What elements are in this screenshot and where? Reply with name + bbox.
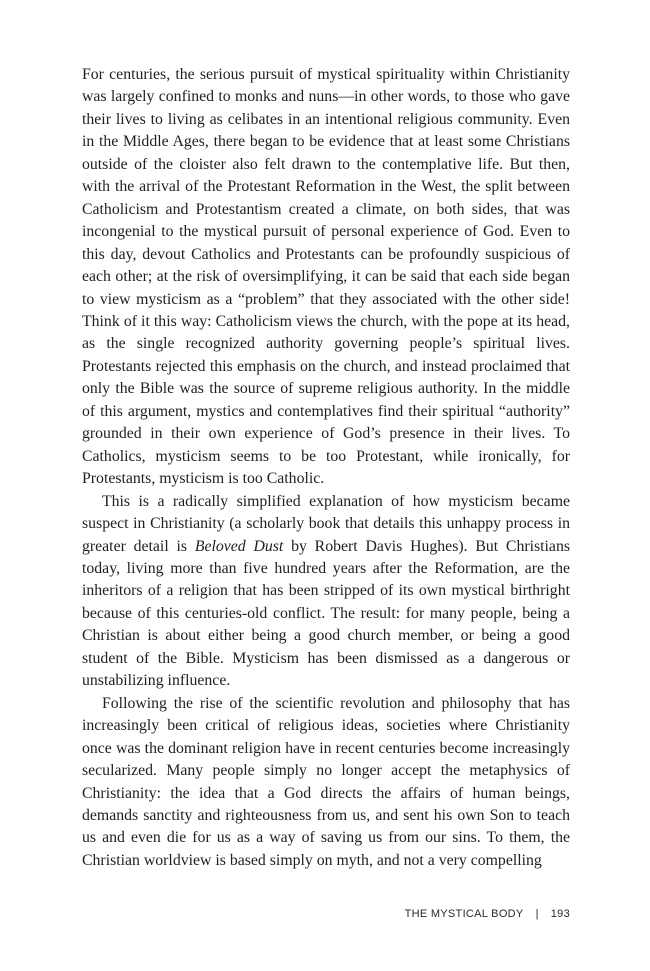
book-title-citation: Beloved Dust: [194, 537, 284, 555]
paragraph-2: [82, 491, 570, 693]
paragraph-3: Following the rise of the scientific revolution and philosophy that has increasingly been critical of religious ideas, societies where Christianity once was the dominant religion have in recent centuries become increasingly secularized. Many people simply no longer accept the metaphysics of Christianity: the idea that a God directs the affairs of human beings, demands sanctity and righteousness from us, and sent his own Son to teach us and even die for us as a way of saving us from our sins. To them, the Christian worldview is based simply on myth, and not a very compelling: [82, 694, 570, 869]
body-text: [82, 64, 570, 872]
paragraph-1: For centuries, the serious pursuit of mystical spirituality within Christianity was largely confined to monks and nuns—in other words, to those who gave their lives to living as celibates in an intentional religious community. Even in the Middle Ages, there began to be evidence that at least some Christians outside of the cloister also felt drawn to the contemplative life. But then, with the arrival of the Protestant Reformation in the West, the split between Catholicism and Protestantism created a climate, on both sides, that was incongenial to the mystical pursuit of personal experience of God. Even to this day, devout Catholics and Protestants can be profoundly suspicious of each other; at the risk of oversimplifying, it can be said that each side began to view mysticism as a “problem” that they associated with the other side! Think of it this way: Catholicism views the church, with the pope at its head, as the single recognized authority governing people’s spiritual lives. Protestants rejected this emphasis on the church, and instead proclaimed that only the Bible was the source of supreme religious authority. In the middle of this argument, mystics and contemplatives find their spiritual “authority” grounded in their own experience of God’s presence in their lives. To Catholics, mysticism seems to be too Protestant, while ironically, for Protestants, mysticism is too Catholic.: [82, 66, 570, 488]
footer-separator: |: [535, 908, 539, 920]
running-footer: [405, 908, 570, 920]
paragraph-2-text-end: by Robert Davis Hughes). But Christians today, living more than five hundred years after the Reformation, are the inheritors of a religion that has been stripped of its own mystical birthright because of this centuries-old conflict. The result: for many people, being a Christian is about either being a good church member, or being a good student of the Bible. Mysticism has been dismissed as a dangerous or unstabilizing influence.: [82, 537, 570, 690]
running-title: THE MYSTICAL BODY: [404, 908, 524, 920]
paragraph-2-text-start: This is a radically simplified explanation of how mysticism became suspect in Christianity (a scholarly book that details this unhappy process in greater detail is: [82, 492, 570, 555]
page-number: 193: [550, 908, 570, 920]
